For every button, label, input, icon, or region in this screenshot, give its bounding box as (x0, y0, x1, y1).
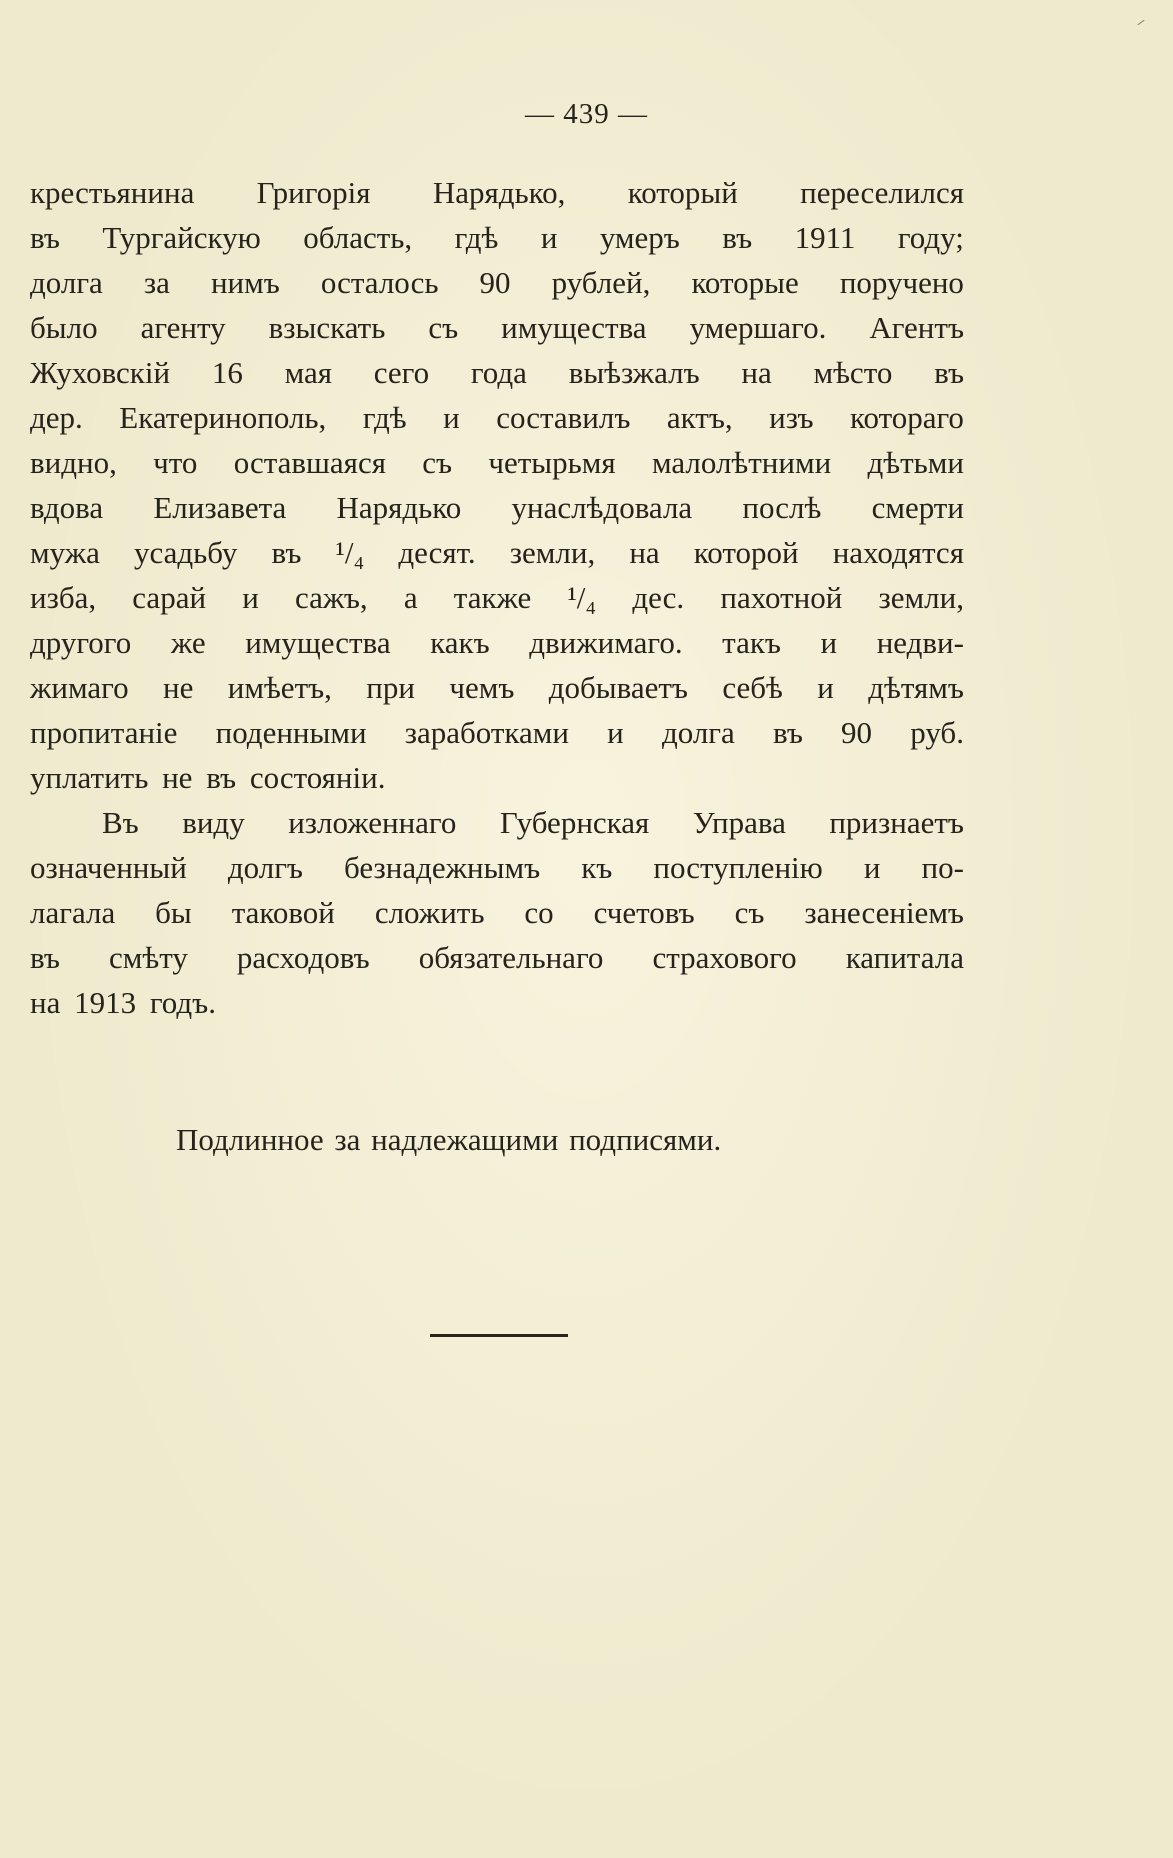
word: съ (428, 310, 459, 345)
word: чемъ (449, 670, 515, 705)
word: смерти (871, 490, 964, 525)
word: въ (722, 220, 753, 255)
word: Нарядько, (432, 175, 566, 210)
word: Въ (102, 805, 139, 840)
word: также (453, 580, 532, 615)
word: мая (284, 355, 332, 390)
word: 90 (841, 715, 873, 750)
word: въ (271, 535, 302, 570)
paragraph-2 (30, 800, 964, 980)
word: занесеніемъ (804, 895, 964, 930)
word: на (629, 535, 660, 570)
word: которые (691, 265, 799, 300)
word: безнадежнымъ (344, 850, 541, 885)
text-line (30, 530, 964, 575)
word: мѣсто (813, 355, 893, 390)
word: счетовъ (593, 895, 695, 930)
word: выѣзжалъ (568, 355, 700, 390)
text-line (30, 890, 964, 935)
word: умершаго. (689, 310, 827, 345)
closing-rule (430, 1334, 568, 1337)
word: расходовъ (236, 940, 370, 975)
word: котораго (849, 400, 964, 435)
text-line (30, 305, 964, 350)
word: и (540, 220, 558, 255)
word: Губернская (499, 805, 650, 840)
word: Агентъ (869, 310, 964, 345)
word: заработками (404, 715, 569, 750)
word: Григорія (256, 175, 371, 210)
word: въ (30, 220, 60, 255)
word: руб. (910, 715, 964, 750)
word: имущества (245, 625, 391, 660)
word: 1911 (794, 220, 856, 255)
word: капитала (845, 940, 964, 975)
word: Тургайскую (102, 220, 261, 255)
word: обязательнаго (418, 940, 604, 975)
word: изба, (30, 580, 97, 615)
text-line (30, 170, 964, 215)
word: въ (30, 940, 60, 975)
word: себѣ (722, 670, 783, 705)
word: Екатеринополь, (119, 400, 327, 435)
word: изложеннаго (288, 805, 457, 840)
word: вдова (30, 490, 104, 525)
word: какъ (430, 625, 490, 660)
word: и (607, 715, 624, 750)
word: Елизавета (153, 490, 287, 525)
word: признаетъ (829, 805, 964, 840)
text-line (30, 665, 964, 710)
word: на (741, 355, 772, 390)
word: дер. (30, 400, 83, 435)
word: другого (30, 625, 132, 660)
text-line (30, 620, 964, 665)
word: рублей, (551, 265, 651, 300)
word: такъ (722, 625, 781, 660)
word: поденными (215, 715, 367, 750)
word: долгъ (227, 850, 303, 885)
word: жимаго (30, 670, 129, 705)
word: таковой (231, 895, 335, 930)
word: съ (422, 445, 453, 480)
word: сложить (374, 895, 485, 930)
word: которой (693, 535, 799, 570)
word: къ (581, 850, 613, 885)
word: дѣтьми (867, 445, 964, 480)
word: и (817, 670, 834, 705)
word: земли, (509, 535, 596, 570)
corner-pencil-mark (1137, 20, 1144, 25)
word: при (366, 670, 415, 705)
word: находятся (832, 535, 964, 570)
word: съ (734, 895, 765, 930)
word: дес. (632, 580, 685, 615)
paragraph-2-last-line: на 1913 годъ. (30, 985, 216, 1020)
word: составилъ (496, 400, 631, 435)
text-line (30, 395, 964, 440)
word: пропитаніе (30, 715, 178, 750)
text-line (30, 350, 964, 395)
word: а (403, 580, 418, 615)
word: малолѣтними (651, 445, 832, 480)
word: движимаго. (529, 625, 683, 660)
text-line (30, 260, 964, 305)
word: гдѣ (362, 400, 407, 435)
text-line (30, 575, 964, 620)
page-number: — 439 — (525, 98, 648, 130)
word: и (863, 850, 881, 885)
word: со (524, 895, 554, 930)
word: и (443, 400, 460, 435)
word: лагала (30, 895, 116, 930)
word: нимъ (210, 265, 280, 300)
word: усадьбу (134, 535, 238, 570)
word: изъ (769, 400, 814, 435)
word: десят. (398, 535, 476, 570)
word: недви- (876, 625, 964, 660)
word: дѣтямъ (868, 670, 964, 705)
word: имѣетъ, (227, 670, 332, 705)
word: страхового (652, 940, 797, 975)
word: послѣ (742, 490, 822, 525)
word: поступленію (653, 850, 823, 885)
word: мужа (30, 535, 100, 570)
word: 90 (479, 265, 511, 300)
word: крестьянина (30, 175, 195, 210)
body-text (30, 170, 964, 1025)
word: унаслѣдовала (511, 490, 693, 525)
word: году; (897, 220, 964, 255)
word: ¹/₄ (567, 580, 597, 615)
word: область, (303, 220, 413, 255)
word: осталось (320, 265, 439, 300)
signature-note: Подлинное за надлежащими подписями. (176, 1122, 722, 1157)
word: было (30, 310, 98, 345)
word: имущества (501, 310, 647, 345)
word: умеръ (599, 220, 680, 255)
word: виду (182, 805, 245, 840)
word: долга (661, 715, 735, 750)
text-line (30, 800, 964, 845)
word: же (170, 625, 206, 660)
text-line (30, 485, 964, 530)
word: 16 (211, 355, 243, 390)
word: за (143, 265, 170, 300)
word: переселился (800, 175, 964, 210)
word: сего (373, 355, 430, 390)
word: оставшаяся (233, 445, 386, 480)
word: сажъ, (294, 580, 368, 615)
word: Нарядько (336, 490, 462, 525)
word: и (242, 580, 259, 615)
word: Жуховскій (30, 355, 171, 390)
word: смѣту (108, 940, 188, 975)
word: что (153, 445, 198, 480)
text-line (30, 215, 964, 260)
word: Управа (692, 805, 786, 840)
word: четырьмя (488, 445, 616, 480)
word: означенный (30, 850, 187, 885)
word: долга (30, 265, 103, 300)
word: взыскать (268, 310, 386, 345)
text-line (30, 845, 964, 890)
word: по- (921, 850, 964, 885)
word: сарай (132, 580, 207, 615)
word: который (627, 175, 738, 210)
word: въ (772, 715, 803, 750)
paragraph-1-last-line: уплатить не въ состояніи. (30, 760, 386, 795)
text-line (30, 710, 964, 755)
word: агенту (140, 310, 226, 345)
word: добываетъ (548, 670, 688, 705)
paragraph-1 (30, 170, 964, 755)
word: ¹/₄ (335, 535, 365, 570)
word: и (820, 625, 838, 660)
word: пахотной (720, 580, 843, 615)
word: года (470, 355, 527, 390)
word: земли, (878, 580, 964, 615)
text-line (30, 440, 964, 485)
word: гдѣ (454, 220, 499, 255)
word: актъ, (666, 400, 733, 435)
word: не (163, 670, 194, 705)
word: въ (934, 355, 964, 390)
word: поручено (839, 265, 964, 300)
word: видно, (30, 445, 117, 480)
text-line (30, 935, 964, 980)
word: бы (155, 895, 192, 930)
